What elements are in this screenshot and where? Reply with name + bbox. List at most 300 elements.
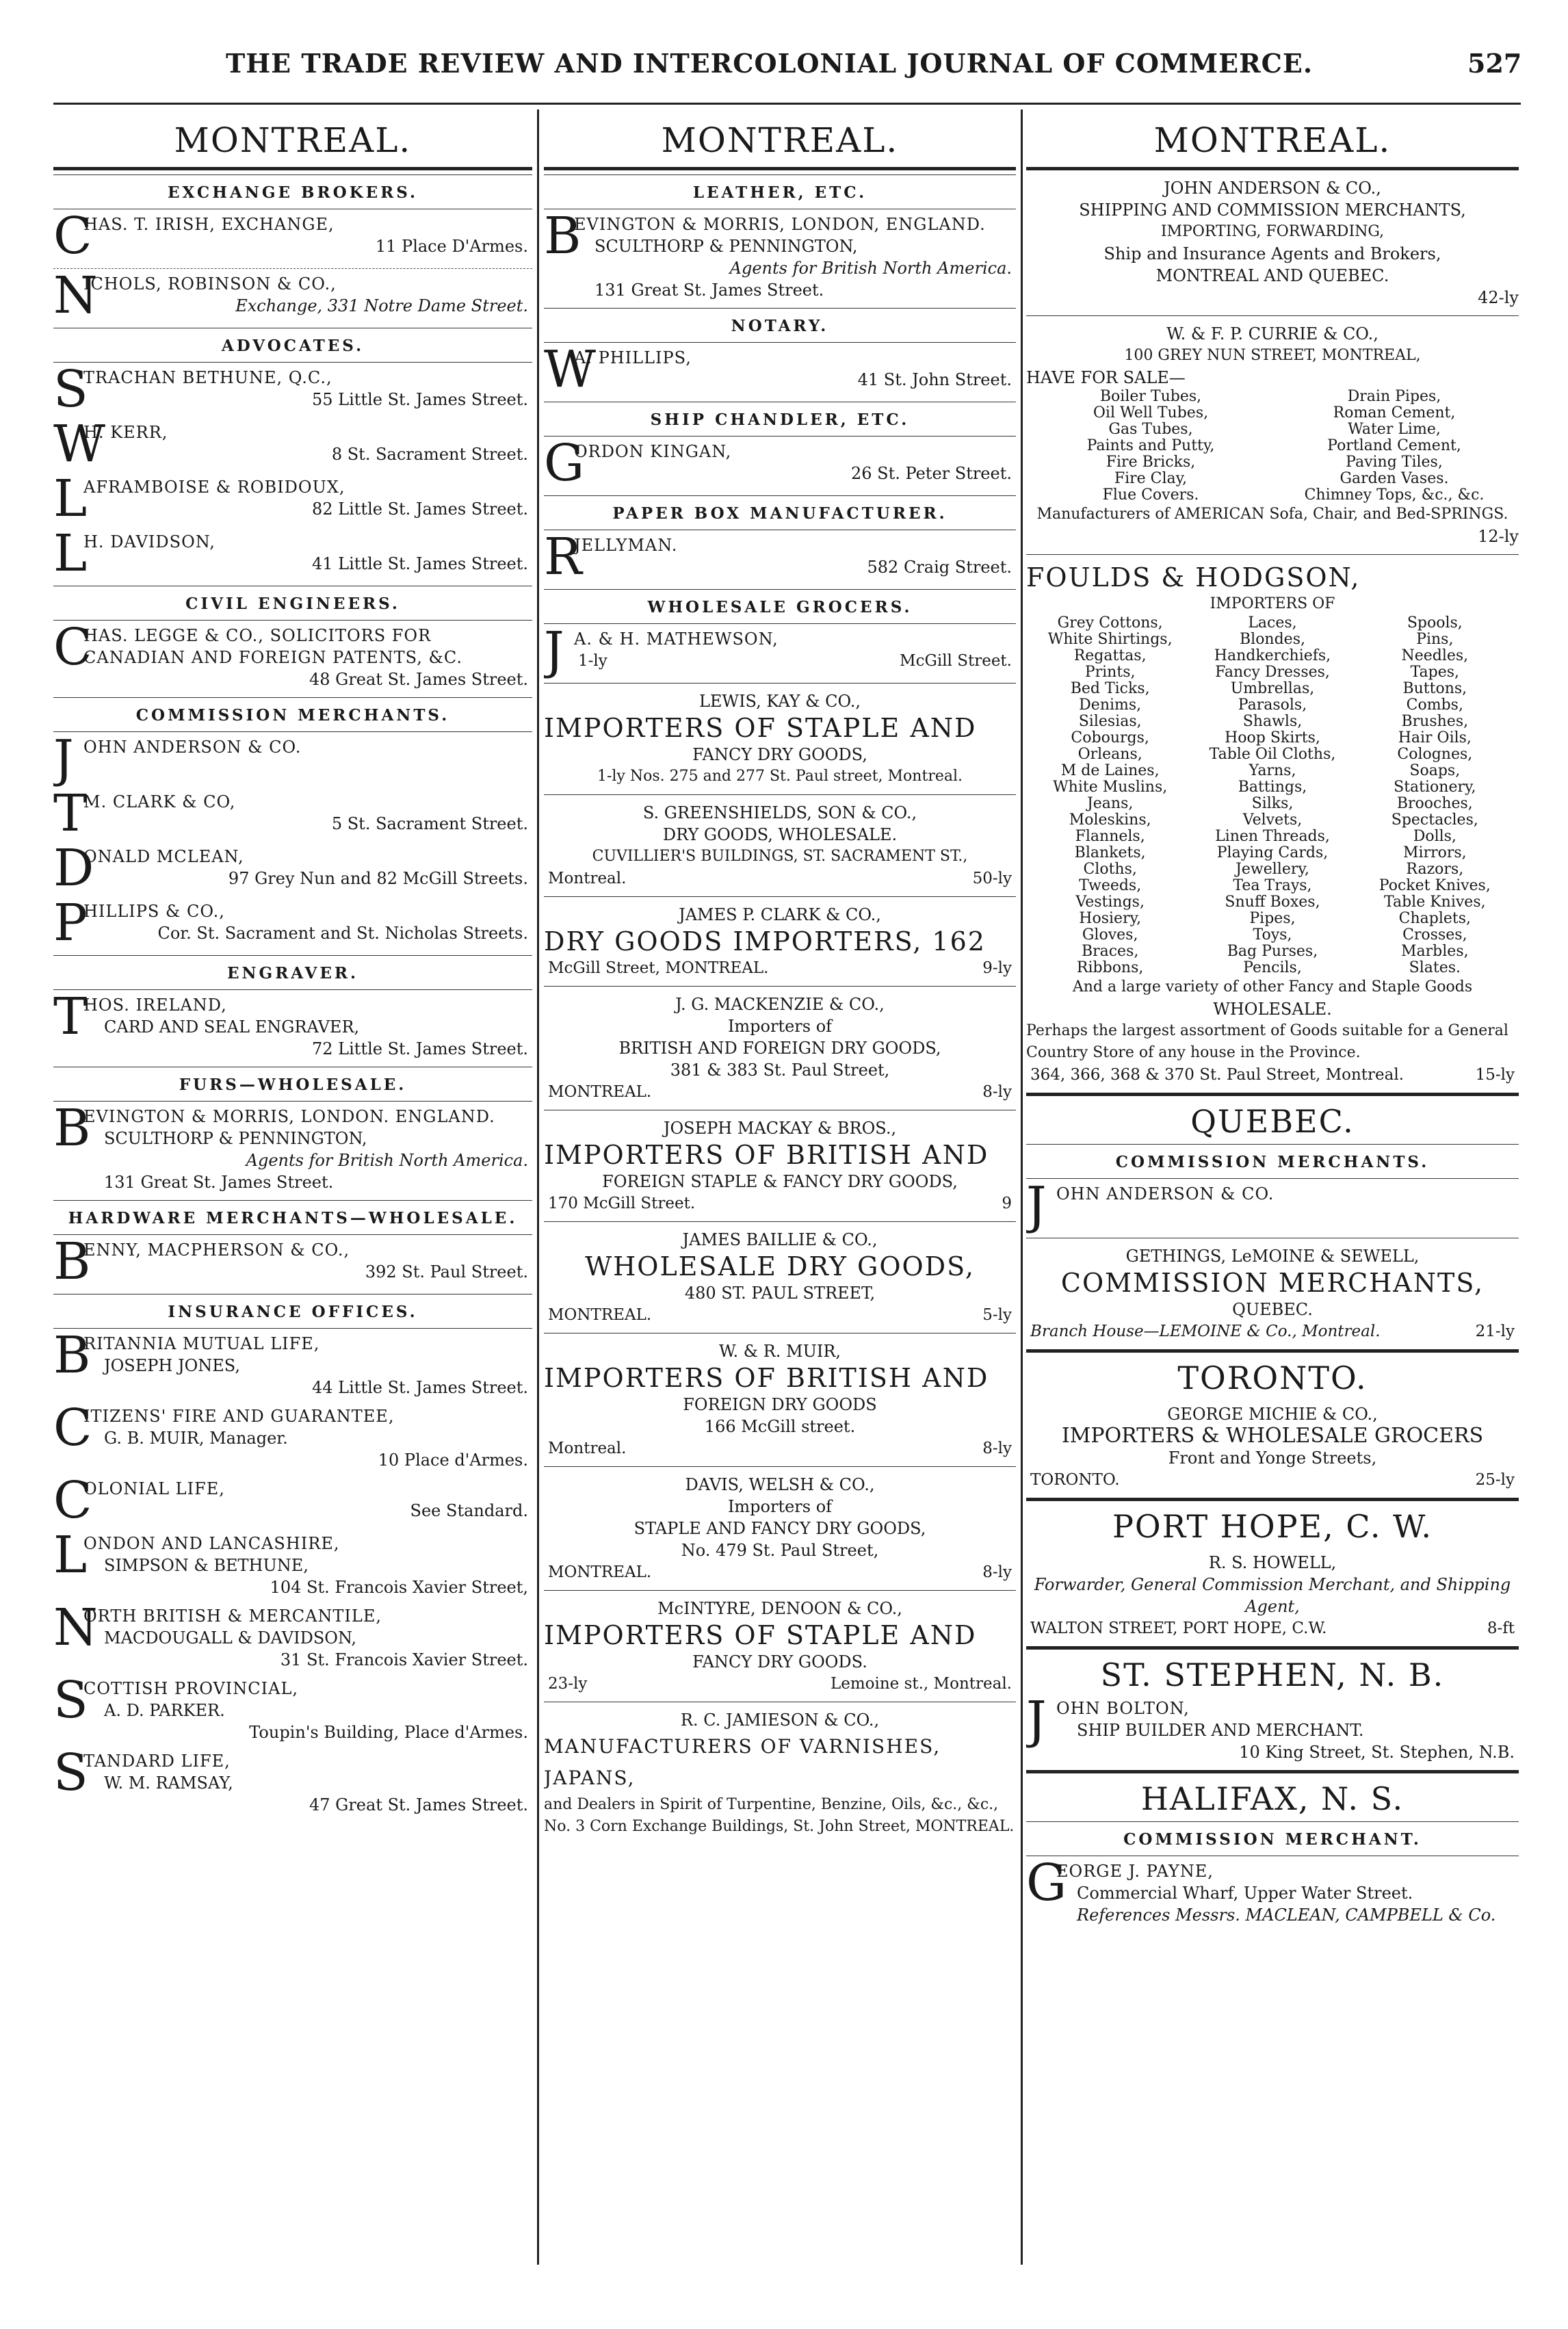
drop-initial: N	[53, 1598, 98, 1657]
goods-item: Umbrellas,	[1230, 680, 1315, 697]
entry-ref: 1-ly	[578, 652, 607, 670]
drop-initial: B	[53, 1232, 91, 1291]
advert-line: Lemoine st., Montreal.	[830, 1675, 1012, 1693]
goods-item: Stationery,	[1394, 779, 1476, 796]
entry-address: 82 Little St. James Street.	[312, 499, 528, 519]
column-2	[544, 116, 1016, 2265]
drop-initial: S	[53, 1743, 88, 1802]
advert-line: And a large variety of other Fancy and Staple Goods	[1072, 978, 1473, 996]
advert-name: GEORGE MICHIE & CO.,	[1167, 1405, 1378, 1424]
entry-line: A. D. PARKER.	[104, 1701, 225, 1720]
advert-line: 480 ST. PAUL STREET,	[684, 1284, 876, 1303]
divider	[1026, 1498, 1519, 1501]
directory-entry	[544, 434, 1016, 493]
goods-item: Marbles,	[1401, 943, 1469, 960]
advert-line: Importers of	[727, 1017, 833, 1036]
city-heading: PORT HOPE, C. W.	[1112, 1508, 1433, 1545]
advert-ref: 50-ly	[972, 870, 1012, 887]
advert-headline: COMMISSION MERCHANTS,	[1060, 1268, 1485, 1298]
directory-entry	[544, 528, 1016, 586]
entry-address: Toupin's Building, Place d'Armes.	[249, 1723, 528, 1742]
goods-item: White Shirtings,	[1047, 631, 1173, 648]
advert-line: FANCY DRY GOODS.	[692, 1652, 867, 1671]
entry-line: Commercial Wharf, Upper Water Street.	[1077, 1884, 1413, 1903]
divider	[1026, 1770, 1519, 1773]
advert-line: SHIPPING AND COMMISSION MERCHANTS,	[1079, 200, 1466, 220]
advert-line: MONTREAL.	[548, 1563, 652, 1581]
section-heading: SHIP CHANDLER, ETC.	[544, 402, 1016, 437]
drop-initial: W	[544, 340, 597, 399]
directory-entry	[53, 1398, 532, 1471]
goods-item: Hair Oils,	[1398, 729, 1472, 746]
advert-headline: MANUFACTURERS OF VARNISHES, JAPANS,	[544, 1735, 941, 1789]
goods-item: Jewellery,	[1236, 861, 1309, 878]
drop-initial: N	[53, 266, 98, 325]
entry-name: HAS. T. IRISH, EXCHANGE,	[83, 215, 335, 234]
goods-item: Velvets,	[1242, 811, 1303, 829]
advert-ref: 9-ly	[982, 959, 1012, 977]
goods-item: Gloves,	[1082, 926, 1138, 944]
entry-name: EVINGTON & MORRIS, LONDON. ENGLAND.	[83, 1107, 495, 1126]
entry-address: 97 Grey Nun and 82 McGill Streets.	[228, 869, 528, 888]
advert-headline: IMPORTERS OF STAPLE AND	[544, 1620, 977, 1650]
goods-item: Mirrors,	[1403, 844, 1467, 861]
goods-item: Snuff Boxes,	[1225, 894, 1320, 911]
goods-item: Brushes,	[1401, 713, 1469, 730]
goods-item: Cloths,	[1083, 861, 1137, 878]
directory-entry	[53, 1526, 532, 1598]
advert-line: McGill Street, MONTREAL.	[548, 959, 769, 977]
goods-item: Table Knives,	[1384, 894, 1486, 911]
directory-entry	[53, 1598, 532, 1671]
goods-column	[1191, 615, 1353, 976]
goods-item: Paving Tiles,	[1346, 454, 1443, 471]
advert-line: IMPORTERS OF	[1210, 595, 1335, 612]
entry-name: COTTISH PROVINCIAL,	[83, 1679, 299, 1698]
goods-item: Blankets,	[1074, 844, 1146, 861]
entry-name: H. KERR,	[83, 423, 168, 442]
divider	[1026, 1349, 1519, 1353]
advert-line: Forwarder, General Commission Merchant, and Shipping Agent,	[1034, 1575, 1511, 1616]
advert-line: No. 479 St. Paul Street,	[681, 1541, 879, 1560]
advert-block	[1026, 1552, 1519, 1639]
entry-name: HAS. LEGGE & CO., SOLICITORS FOR CANADIAN AND FOREIGN PATENTS, &C.	[83, 626, 462, 667]
advert-line: WALTON STREET, PORT HOPE, C.W.	[1030, 1619, 1327, 1637]
advert-block	[544, 904, 1016, 979]
divider	[544, 794, 1016, 795]
directory-entry	[53, 207, 532, 265]
drop-initial: C	[53, 1398, 92, 1457]
advert-ref: 8-ft	[1487, 1619, 1515, 1637]
goods-item: White Muslins,	[1053, 779, 1168, 796]
advert-block	[544, 1598, 1016, 1695]
advert-block	[1026, 562, 1519, 1086]
entry-name: M. CLARK & CO,	[83, 792, 236, 811]
directory-entry	[544, 340, 1016, 399]
divider	[544, 1590, 1016, 1591]
goods-item: Hoop Skirts,	[1225, 729, 1320, 746]
drop-initial: B	[53, 1326, 91, 1385]
goods-list	[1026, 615, 1519, 976]
advert-name: LEWIS, KAY & CO.,	[698, 692, 861, 711]
goods-item: Buttons,	[1402, 680, 1467, 697]
advert-line: Importers of	[727, 1497, 833, 1516]
entry-address: Cor. St. Sacrament and St. Nicholas Streets.	[157, 924, 528, 943]
section-heading: WHOLESALE GROCERS.	[544, 589, 1016, 624]
advert-headline: WHOLESALE DRY GOODS,	[585, 1251, 975, 1281]
advert-block	[544, 1117, 1016, 1214]
advert-ref: 23-ly	[548, 1675, 588, 1693]
advert-line: and Dealers in Spirit of Turpentine, Benzine, Oils, &c., &c., No. 3 Corn Exchange Buildings, St. John Street, MONTREAL.	[544, 1796, 1015, 1835]
entry-name: ONDON AND LANCASHIRE,	[83, 1534, 340, 1553]
entry-address: 72 Little St. James Street.	[312, 1039, 528, 1058]
goods-item: Water Lime,	[1348, 421, 1441, 438]
entry-address: 131 Great St. James Street.	[594, 281, 824, 300]
advert-block	[1026, 177, 1519, 309]
drop-initial: C	[53, 618, 92, 677]
directory-entry	[53, 360, 532, 419]
entry-address: 392 St. Paul Street.	[365, 1262, 528, 1281]
entry-name: EORGE J. PAYNE,	[1056, 1862, 1214, 1881]
entry-name: OLONIAL LIFE,	[83, 1479, 225, 1498]
entry-name: JELLYMAN.	[574, 536, 678, 555]
entry-name: ENNY, MACPHERSON & CO.,	[83, 1240, 350, 1260]
directory-entry	[53, 894, 532, 952]
advert-line: BRITISH AND FOREIGN DRY GOODS,	[618, 1039, 941, 1058]
advert-block	[544, 1340, 1016, 1459]
goods-item: Brooches,	[1396, 795, 1473, 812]
advert-line: 381 & 383 St. Paul Street,	[670, 1061, 890, 1080]
section-heading: CIVIL ENGINEERS.	[53, 586, 532, 621]
section-heading: ENGRAVER.	[53, 955, 532, 990]
advert-line: Manufacturers of AMERICAN Sofa, Chair, and Bed-SPRINGS.	[1036, 506, 1508, 523]
directory-entry	[53, 839, 532, 898]
directory-entry	[53, 1743, 532, 1816]
goods-item: Handkerchiefs,	[1214, 647, 1331, 664]
goods-item: Silks,	[1251, 795, 1294, 812]
advert-block	[1026, 323, 1519, 547]
city-heading: MONTREAL.	[661, 120, 899, 160]
divider	[1026, 167, 1519, 170]
goods-item: Table Oil Cloths,	[1209, 746, 1336, 763]
entry-name: ITIZENS' FIRE AND GUARANTEE,	[83, 1407, 395, 1426]
directory-entry	[53, 1232, 532, 1291]
advert-block	[544, 993, 1016, 1103]
goods-item: Battings,	[1238, 779, 1307, 796]
goods-item: Tweeds,	[1079, 877, 1142, 894]
goods-item: Yarns,	[1249, 762, 1296, 779]
advert-headline: DRY GOODS IMPORTERS, 162	[544, 926, 986, 957]
directory-entry	[544, 621, 1016, 680]
advert-ref: 15-ly	[1475, 1066, 1515, 1084]
goods-item: Needles,	[1401, 647, 1469, 664]
section-heading: FURS—WHOLESALE.	[53, 1067, 532, 1102]
goods-item: Prints,	[1084, 664, 1136, 681]
drop-initial: J	[1026, 1691, 1047, 1749]
advert-name: McINTYRE, DENOON & CO.,	[657, 1599, 902, 1618]
goods-item: Shawls,	[1242, 713, 1303, 730]
city-heading: ST. STEPHEN, N. B.	[1100, 1656, 1445, 1693]
goods-item: Spools,	[1407, 614, 1463, 632]
entry-line: SHIP BUILDER AND MERCHANT.	[1077, 1721, 1364, 1740]
entry-name: OHN ANDERSON & CO.	[1056, 1184, 1275, 1203]
drop-initial: S	[53, 1671, 88, 1730]
entry-name: AFRAMBOISE & ROBIDOUX,	[83, 478, 345, 497]
entry-line: Agents for British North America.	[729, 259, 1012, 278]
entry-line: W. M. RAMSAY,	[104, 1773, 233, 1793]
goods-item: Oil Well Tubes,	[1093, 404, 1209, 421]
goods-item: Cobourgs,	[1071, 729, 1149, 746]
advert-line: 1-ly Nos. 275 and 277 St. Paul street, Montreal.	[597, 768, 963, 785]
drop-initial: B	[544, 207, 582, 265]
section-heading: COMMISSION MERCHANTS.	[53, 697, 532, 732]
advert-ref: 25-ly	[1475, 1471, 1515, 1489]
divider	[1026, 554, 1519, 555]
divider	[53, 167, 532, 170]
advert-ref: 8-ly	[982, 1083, 1012, 1101]
entry-address: 48 Great St. James Street.	[309, 670, 528, 689]
directory-entry	[53, 415, 532, 473]
goods-list	[1026, 389, 1519, 504]
advert-line: FOREIGN DRY GOODS	[683, 1395, 877, 1414]
entry-address: 44 Little St. James Street.	[312, 1378, 528, 1397]
directory-entry	[53, 1099, 532, 1193]
entry-address: 55 Little St. James Street.	[312, 390, 528, 409]
city-heading: QUEBEC.	[1190, 1103, 1355, 1140]
advert-name: W. & F. P. CURRIE & CO.,	[1166, 324, 1378, 343]
drop-initial: C	[53, 207, 92, 265]
advert-line: Front and Yonge Streets,	[1168, 1448, 1377, 1468]
divider	[544, 683, 1016, 684]
drop-initial: C	[53, 1471, 92, 1530]
directory-entry	[53, 987, 532, 1060]
running-header: THE TRADE REVIEW AND INTERCOLONIAL JOURNAL OF COMMERCE.	[226, 48, 1314, 79]
entry-address: 582 Craig Street.	[867, 558, 1012, 577]
divider	[544, 167, 1016, 170]
goods-item: Bed Ticks,	[1070, 680, 1150, 697]
advert-block	[1026, 1245, 1519, 1342]
goods-item: Paints and Putty,	[1086, 437, 1215, 454]
entry-line: Agents for British North America.	[246, 1151, 528, 1170]
entry-name: RITANNIA MUTUAL LIFE,	[83, 1334, 320, 1353]
drop-initial: J	[544, 621, 564, 680]
advert-line: Montreal.	[548, 1440, 627, 1457]
advert-block	[544, 1474, 1016, 1583]
entry-name: HILLIPS & CO.,	[83, 902, 225, 921]
entry-address: Exchange, 331 Notre Dame Street.	[235, 296, 528, 315]
advert-name: R. S. HOWELL,	[1208, 1553, 1337, 1572]
goods-item: Pins,	[1416, 631, 1454, 648]
entry-address: 26 St. Peter Street.	[851, 464, 1012, 483]
directory-entry	[53, 1326, 532, 1398]
entry-name: TRACHAN BETHUNE, Q.C.,	[83, 368, 332, 387]
goods-column	[1272, 389, 1516, 504]
goods-item: Pencils,	[1243, 959, 1302, 976]
advert-ref: 42-ly	[1478, 288, 1519, 307]
goods-item: Regattas,	[1073, 647, 1147, 664]
directory-entry	[53, 524, 532, 583]
advert-line: CUVILLIER'S BUILDINGS, ST. SACRAMENT ST.,	[592, 848, 968, 865]
advert-block	[544, 690, 1016, 788]
drop-initial: B	[53, 1099, 91, 1158]
column-1	[53, 116, 532, 2265]
advert-line: 166 McGill street.	[704, 1417, 856, 1436]
goods-item: Braces,	[1081, 943, 1139, 960]
goods-item: Vestings,	[1075, 894, 1145, 911]
advert-line: WHOLESALE.	[1213, 1000, 1332, 1019]
advert-line: Branch House—LEMOINE & Co., Montreal.	[1030, 1323, 1381, 1340]
goods-item: Fancy Dresses,	[1215, 664, 1330, 681]
advert-line: QUEBEC.	[1232, 1300, 1313, 1319]
header-rule	[53, 103, 1521, 105]
goods-item: Grey Cottons,	[1057, 614, 1163, 632]
city-heading: HALIFAX, N. S.	[1140, 1780, 1404, 1817]
advert-block	[544, 1229, 1016, 1326]
advert-name: R. C. JAMIESON & CO.,	[680, 1710, 880, 1730]
entry-address: 31 St. Francois Xavier Street.	[280, 1650, 528, 1669]
divider	[53, 268, 532, 269]
entry-line: JOSEPH JONES,	[104, 1356, 240, 1375]
drop-initial: W	[53, 415, 106, 473]
advert-headline: IMPORTERS OF BRITISH AND	[544, 1363, 989, 1393]
section-heading: INSURANCE OFFICES.	[53, 1294, 532, 1329]
goods-item: Colognes,	[1397, 746, 1473, 763]
goods-item: Boiler Tubes,	[1099, 388, 1202, 405]
advert-ref: 8-ly	[982, 1440, 1012, 1457]
advert-headline: IMPORTERS & WHOLESALE GROCERS	[1061, 1424, 1484, 1448]
goods-item: Tea Trays,	[1233, 877, 1312, 894]
advert-ref: 21-ly	[1475, 1323, 1515, 1340]
divider	[1026, 1646, 1519, 1650]
drop-initial: G	[1026, 1853, 1067, 1912]
drop-initial: L	[53, 469, 88, 528]
goods-item: Gas Tubes,	[1108, 421, 1193, 438]
entry-address: 41 St. John Street.	[857, 370, 1012, 389]
goods-item: Silesias,	[1078, 713, 1142, 730]
entry-line: CARD AND SEAL ENGRAVER,	[104, 1017, 360, 1037]
directory-entry	[53, 1471, 532, 1530]
goods-item: Portland Cement,	[1327, 437, 1461, 454]
section-heading: HARDWARE MERCHANTS—WHOLESALE.	[53, 1200, 532, 1235]
entry-name: EVINGTON & MORRIS, LONDON, ENGLAND.	[574, 215, 986, 234]
goods-item: Parasols,	[1238, 697, 1307, 714]
advert-ref: 9	[1002, 1195, 1012, 1212]
entry-name: OHN ANDERSON & CO.	[83, 738, 302, 757]
advert-line: MONTREAL.	[548, 1306, 652, 1324]
goods-item: Crosses,	[1402, 926, 1467, 944]
divider	[1026, 1093, 1519, 1096]
advert-ref: 12-ly	[1478, 527, 1519, 546]
advert-headline: IMPORTERS OF STAPLE AND	[544, 713, 977, 743]
entry-line: SCULTHORP & PENNINGTON,	[594, 237, 858, 256]
drop-initial: R	[544, 528, 582, 586]
goods-item: Pipes,	[1249, 910, 1296, 927]
section-heading: COMMISSION MERCHANT.	[1026, 1821, 1519, 1856]
entry-name: ONALD MCLEAN,	[83, 847, 244, 866]
goods-item: Drain Pipes,	[1347, 388, 1441, 405]
goods-item: Dolls,	[1413, 828, 1456, 845]
goods-column	[1029, 389, 1272, 504]
goods-item: Flue Covers.	[1102, 486, 1199, 504]
entry-name: ORTH BRITISH & MERCANTILE,	[83, 1606, 382, 1626]
entry-address: 10 Place d'Armes.	[378, 1450, 528, 1470]
advert-line: FOREIGN STAPLE & FANCY DRY GOODS,	[602, 1172, 958, 1191]
advert-line: FANCY DRY GOODS,	[692, 745, 867, 764]
goods-item: Slates.	[1409, 959, 1461, 976]
entry-line: MACDOUGALL & DAVIDSON,	[104, 1628, 357, 1648]
goods-item: Blondes,	[1239, 631, 1305, 648]
drop-initial: G	[544, 434, 585, 493]
directory-entry	[53, 266, 532, 325]
advert-line: STAPLE AND FANCY DRY GOODS,	[633, 1519, 926, 1538]
advert-headline: FOULDS & HODGSON,	[1026, 562, 1361, 593]
goods-item: Chaplets,	[1398, 910, 1472, 927]
column-divider-2	[1021, 109, 1023, 2265]
page-number: 527	[1467, 48, 1522, 79]
section-heading: EXCHANGE BROKERS.	[53, 174, 532, 209]
advert-block	[1026, 1403, 1519, 1491]
drop-initial: L	[53, 1526, 88, 1585]
divider	[544, 1221, 1016, 1222]
goods-item: Fire Clay,	[1114, 470, 1188, 487]
advert-name: DAVIS, WELSH & CO.,	[685, 1475, 875, 1494]
divider	[544, 896, 1016, 897]
advert-name: JOSEPH MACKAY & BROS.,	[663, 1119, 897, 1138]
entry-name: H. DAVIDSON,	[83, 532, 215, 551]
goods-item: Bag Purses,	[1227, 943, 1318, 960]
goods-item: Chimney Tops, &c., &c.	[1304, 486, 1485, 504]
entry-name: A. & H. MATHEWSON,	[574, 629, 779, 649]
city-heading: MONTREAL.	[1153, 120, 1391, 160]
entry-name: ICHOLS, ROBINSON & CO.,	[83, 274, 337, 294]
entry-name: A. PHILLIPS,	[574, 348, 692, 367]
goods-item: Hosiery,	[1079, 910, 1142, 927]
advert-name: J. G. MACKENZIE & CO.,	[675, 995, 885, 1014]
column-divider-1	[537, 109, 539, 2265]
advert-line: 170 McGill Street.	[548, 1195, 696, 1212]
entry-address: 11 Place D'Armes.	[375, 237, 528, 256]
advert-line: 364, 366, 368 & 370 St. Paul Street, Montreal.	[1030, 1066, 1404, 1084]
entry-name: OHN BOLTON,	[1056, 1699, 1190, 1718]
advert-name: JOHN ANDERSON & CO.,	[1164, 179, 1381, 198]
advert-line: 100 GREY NUN STREET, MONTREAL,	[1124, 347, 1421, 364]
goods-item: Tapes,	[1410, 664, 1460, 681]
advert-line: IMPORTING, FORWARDING,	[1160, 223, 1385, 240]
advert-line: MONTREAL.	[548, 1083, 652, 1101]
drop-initial: P	[53, 894, 88, 952]
directory-entry	[53, 469, 532, 528]
directory-entry	[1026, 1691, 1519, 1763]
advert-headline: IMPORTERS OF BRITISH AND	[544, 1140, 989, 1170]
entry-address: McGill Street.	[900, 652, 1012, 670]
city-heading: TORONTO.	[1177, 1359, 1368, 1396]
directory-entry	[544, 207, 1016, 301]
city-heading: MONTREAL.	[174, 120, 412, 160]
advert-line: Ship and Insurance Agents and Brokers,	[1103, 244, 1441, 263]
drop-initial: J	[53, 729, 74, 788]
goods-item: Jeans,	[1086, 795, 1134, 812]
goods-item: Laces,	[1248, 614, 1297, 632]
directory-entry	[53, 729, 532, 788]
entry-address: 41 Little St. James Street.	[312, 554, 528, 573]
goods-item: Playing Cards,	[1216, 844, 1329, 861]
directory-entry	[53, 784, 532, 843]
entry-address: 131 Great St. James Street.	[104, 1173, 334, 1192]
goods-item: Garden Vases.	[1340, 470, 1449, 487]
advert-name: JAMES BAILLIE & CO.,	[682, 1230, 878, 1249]
section-heading: ADVOCATES.	[53, 328, 532, 363]
advert-name: S. GREENSHIELDS, SON & CO.,	[642, 803, 917, 822]
